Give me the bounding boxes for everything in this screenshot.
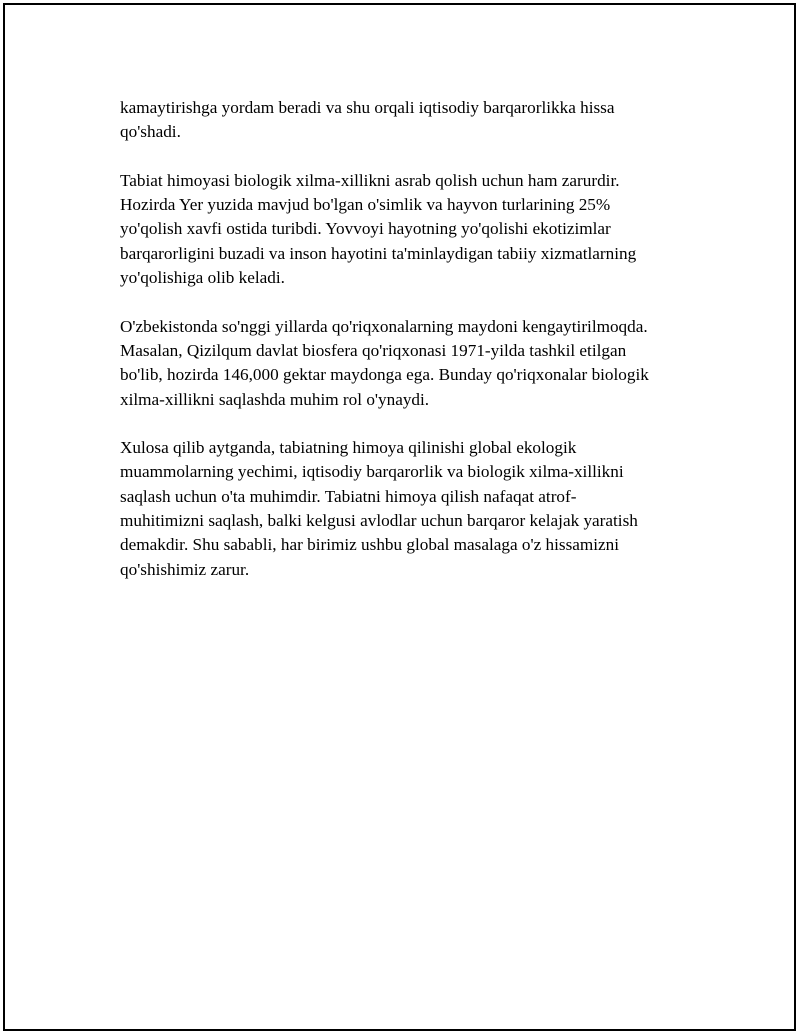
text-line: bo'lib, hozirda 146,000 gektar maydonga ega. Bunday qo'riqxonalar biologik: [120, 365, 649, 385]
text-line: muammolarning yechimi, iqtisodiy barqarorlik va biologik xilma-xillikni: [120, 462, 624, 482]
text-line: demakdir. Shu sababli, har birimiz ushbu global masalaga o'z hissamizni: [120, 535, 620, 555]
paragraph-4: [120, 436, 700, 582]
paragraph-2: [120, 169, 700, 290]
document-body: [120, 96, 700, 606]
text-line: yo'qolish xavfi ostida turibdi. Yovvoyi hayotning yo'qolishi ekotizimlar: [120, 219, 611, 239]
text-line: Masalan, Qizilqum davlat biosfera qo'riqxonasi 1971-yilda tashkil etilgan: [120, 340, 627, 360]
text-line: qo'shadi.: [120, 122, 181, 142]
paragraph-1: [120, 96, 700, 145]
text-line: xilma-xillikni saqlashda muhim rol o'ynaydi.: [120, 389, 430, 409]
text-line: kamaytirishga yordam beradi va shu orqali iqtisodiy barqarorlikka hissa: [120, 98, 615, 117]
text-line: barqarorligini buzadi va inson hayotini ta'minlaydigan tabiiy xizmatlarning: [120, 243, 637, 263]
text-line: muhitimizni saqlash, balki kelgusi avlodlar uchun barqaror kelajak yaratish: [120, 511, 638, 531]
text-line: qo'shishimiz zarur.: [120, 559, 250, 579]
text-line: Tabiat himoyasi biologik xilma-xillikni asrab qolish uchun ham zarurdir.: [120, 170, 620, 190]
text-line: Xulosa qilib aytganda, tabiatning himoya qilinishi global ekologik: [120, 438, 577, 458]
text-line: O'zbekistonda so'nggi yillarda qo'riqxonalarning maydoni kengaytirilmoqda.: [120, 316, 648, 336]
text-line: Hozirda Yer yuzida mavjud bo'lgan o'simlik va hayvon turlarining 25%: [120, 195, 611, 215]
text-line: saqlash uchun o'ta muhimdir. Tabiatni himoya qilish nafaqat atrof-: [120, 486, 577, 506]
document-page: [3, 3, 796, 1031]
paragraph-3: [120, 315, 700, 412]
text-line: yo'qolishiga olib keladi.: [120, 268, 285, 288]
